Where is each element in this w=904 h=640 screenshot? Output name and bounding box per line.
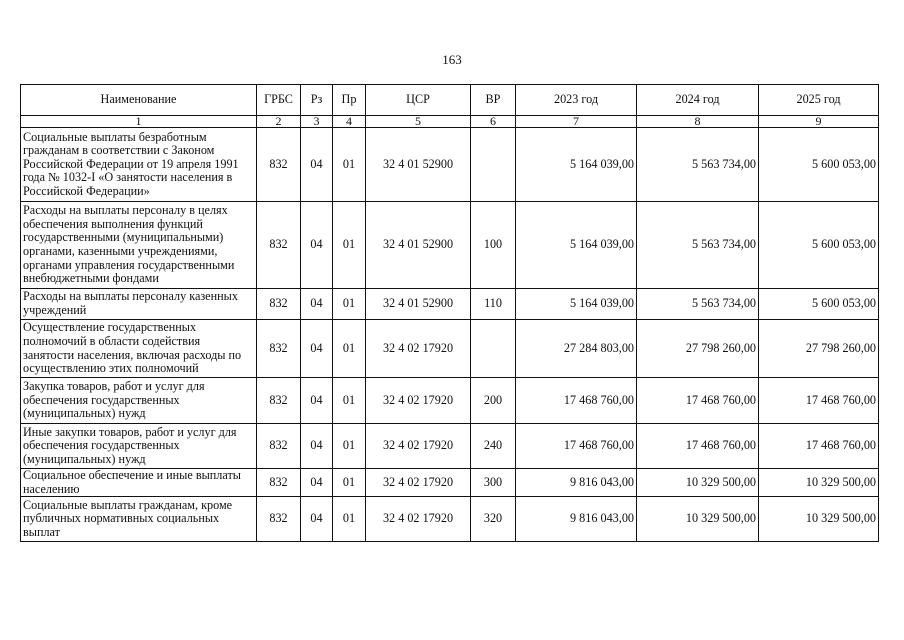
cell-rz: 04	[301, 378, 333, 424]
cell-2024: 10 329 500,00	[637, 469, 759, 497]
table-row	[21, 424, 879, 469]
column-number: 6	[471, 116, 516, 128]
cell-2023: 9 816 043,00	[516, 497, 637, 542]
cell-csr: 32 4 01 52900	[366, 128, 471, 202]
budget-table	[20, 84, 879, 542]
cell-2024: 17 468 760,00	[637, 378, 759, 424]
cell-vr	[471, 320, 516, 378]
cell-name: Осуществление государственных полномочий в области содействия занятости населения, включая расходы по осуществлению этих полномочий	[21, 320, 257, 378]
cell-vr: 320	[471, 497, 516, 542]
table-row	[21, 497, 879, 542]
cell-vr: 110	[471, 289, 516, 320]
header-csr: ЦСР	[366, 85, 471, 116]
cell-rz: 04	[301, 424, 333, 469]
cell-vr: 240	[471, 424, 516, 469]
cell-name: Социальное обеспечение и иные выплаты населению	[21, 469, 257, 497]
cell-pr: 01	[333, 202, 366, 289]
header-grbs: ГРБС	[257, 85, 301, 116]
cell-2023: 5 164 039,00	[516, 289, 637, 320]
column-number: 7	[516, 116, 637, 128]
cell-csr: 32 4 02 17920	[366, 424, 471, 469]
header-2023: 2023 год	[516, 85, 637, 116]
cell-vr: 100	[471, 202, 516, 289]
column-number: 2	[257, 116, 301, 128]
cell-csr: 32 4 02 17920	[366, 320, 471, 378]
cell-name: Социальные выплаты гражданам, кроме публичных нормативных социальных выплат	[21, 497, 257, 542]
cell-name: Расходы на выплаты персоналу казенных учреждений	[21, 289, 257, 320]
cell-rz: 04	[301, 469, 333, 497]
cell-pr: 01	[333, 424, 366, 469]
page-number: 163	[442, 52, 462, 67]
cell-2023: 9 816 043,00	[516, 469, 637, 497]
table-row	[21, 320, 879, 378]
cell-2023: 27 284 803,00	[516, 320, 637, 378]
cell-grbs: 832	[257, 320, 301, 378]
header-2025: 2025 год	[759, 85, 879, 116]
column-number: 1	[21, 116, 257, 128]
cell-2023: 17 468 760,00	[516, 424, 637, 469]
cell-csr: 32 4 01 52900	[366, 202, 471, 289]
cell-grbs: 832	[257, 289, 301, 320]
cell-rz: 04	[301, 289, 333, 320]
cell-rz: 04	[301, 202, 333, 289]
cell-csr: 32 4 02 17920	[366, 469, 471, 497]
cell-csr: 32 4 01 52900	[366, 289, 471, 320]
cell-pr: 01	[333, 320, 366, 378]
header-rz: Рз	[301, 85, 333, 116]
table-row	[21, 289, 879, 320]
column-number: 8	[637, 116, 759, 128]
cell-rz: 04	[301, 320, 333, 378]
cell-2025: 10 329 500,00	[759, 497, 879, 542]
cell-2024: 17 468 760,00	[637, 424, 759, 469]
cell-grbs: 832	[257, 128, 301, 202]
cell-csr: 32 4 02 17920	[366, 497, 471, 542]
column-number-row	[21, 116, 879, 128]
cell-rz: 04	[301, 497, 333, 542]
cell-2024: 5 563 734,00	[637, 289, 759, 320]
table-body	[21, 116, 879, 542]
header-2024: 2024 год	[637, 85, 759, 116]
cell-grbs: 832	[257, 469, 301, 497]
cell-vr: 300	[471, 469, 516, 497]
header-vr: ВР	[471, 85, 516, 116]
cell-name: Иные закупки товаров, работ и услуг для обеспечения государственных (муниципальных) нужд	[21, 424, 257, 469]
cell-name: Социальные выплаты безработным гражданам в соответствии с Законом Российской Федерации от 19 апреля 1991 года № 1032-I «О занятости населения в Российской Федерации»	[21, 128, 257, 202]
cell-2024: 10 329 500,00	[637, 497, 759, 542]
cell-pr: 01	[333, 469, 366, 497]
cell-grbs: 832	[257, 202, 301, 289]
header-row	[21, 85, 879, 116]
column-number: 4	[333, 116, 366, 128]
cell-pr: 01	[333, 497, 366, 542]
cell-2024: 5 563 734,00	[637, 128, 759, 202]
table-row	[21, 202, 879, 289]
table-row	[21, 378, 879, 424]
cell-name: Расходы на выплаты персоналу в целях обеспечения выполнения функций государственными (муниципальными) органами, казенными учреждениями, органами управления государственными внебюджетными фондами	[21, 202, 257, 289]
cell-2024: 5 563 734,00	[637, 202, 759, 289]
table-row	[21, 128, 879, 202]
cell-2025: 17 468 760,00	[759, 424, 879, 469]
cell-pr: 01	[333, 128, 366, 202]
cell-name: Закупка товаров, работ и услуг для обеспечения государственных (муниципальных) нужд	[21, 378, 257, 424]
cell-pr: 01	[333, 289, 366, 320]
cell-2025: 17 468 760,00	[759, 378, 879, 424]
cell-vr: 200	[471, 378, 516, 424]
column-number: 3	[301, 116, 333, 128]
cell-2024: 27 798 260,00	[637, 320, 759, 378]
cell-grbs: 832	[257, 378, 301, 424]
header-pr: Пр	[333, 85, 366, 116]
cell-rz: 04	[301, 128, 333, 202]
cell-grbs: 832	[257, 424, 301, 469]
cell-2025: 5 600 053,00	[759, 128, 879, 202]
column-number: 5	[366, 116, 471, 128]
cell-2025: 5 600 053,00	[759, 202, 879, 289]
cell-2023: 5 164 039,00	[516, 202, 637, 289]
header-name: Наименование	[21, 85, 257, 116]
column-number: 9	[759, 116, 879, 128]
cell-csr: 32 4 02 17920	[366, 378, 471, 424]
cell-2023: 17 468 760,00	[516, 378, 637, 424]
cell-2023: 5 164 039,00	[516, 128, 637, 202]
table-row	[21, 469, 879, 497]
cell-2025: 10 329 500,00	[759, 469, 879, 497]
cell-pr: 01	[333, 378, 366, 424]
cell-grbs: 832	[257, 497, 301, 542]
cell-vr	[471, 128, 516, 202]
cell-2025: 27 798 260,00	[759, 320, 879, 378]
cell-2025: 5 600 053,00	[759, 289, 879, 320]
